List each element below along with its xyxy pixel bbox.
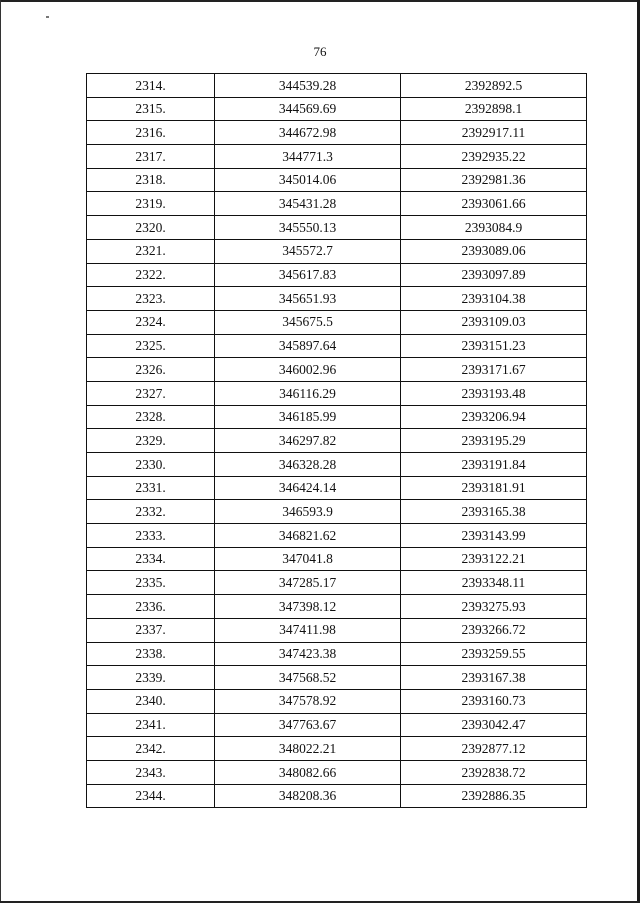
y-coordinate-cell: 2393167.38 — [401, 666, 587, 690]
x-coordinate-cell: 347578.92 — [215, 689, 401, 713]
table-row — [87, 287, 587, 311]
table-row — [87, 666, 587, 690]
y-coordinate-cell: 2393143.99 — [401, 524, 587, 548]
x-coordinate-cell: 346424.14 — [215, 476, 401, 500]
table-row — [87, 145, 587, 169]
table-row — [87, 453, 587, 477]
table-row — [87, 595, 587, 619]
table-row — [87, 310, 587, 334]
point-number-cell: 2339. — [87, 666, 215, 690]
coordinates-table — [86, 73, 587, 808]
table-row — [87, 571, 587, 595]
y-coordinate-cell: 2393193.48 — [401, 381, 587, 405]
table-row — [87, 216, 587, 240]
y-coordinate-cell: 2393122.21 — [401, 547, 587, 571]
y-coordinate-cell: 2393109.03 — [401, 310, 587, 334]
table-row — [87, 239, 587, 263]
point-number-cell: 2337. — [87, 618, 215, 642]
x-coordinate-cell: 344672.98 — [215, 121, 401, 145]
x-coordinate-cell: 345897.64 — [215, 334, 401, 358]
table-row — [87, 500, 587, 524]
y-coordinate-cell: 2393061.66 — [401, 192, 587, 216]
x-coordinate-cell: 347568.52 — [215, 666, 401, 690]
point-number-cell: 2335. — [87, 571, 215, 595]
scan-edge-top — [0, 0, 640, 2]
table-row — [87, 168, 587, 192]
y-coordinate-cell: 2392892.5 — [401, 74, 587, 98]
x-coordinate-cell: 346593.9 — [215, 500, 401, 524]
point-number-cell: 2320. — [87, 216, 215, 240]
table-row — [87, 524, 587, 548]
page-number: 76 — [313, 44, 327, 59]
x-coordinate-cell: 344569.69 — [215, 97, 401, 121]
y-coordinate-cell: 2393165.38 — [401, 500, 587, 524]
x-coordinate-cell: 347285.17 — [215, 571, 401, 595]
table-row — [87, 405, 587, 429]
x-coordinate-cell: 347398.12 — [215, 595, 401, 619]
point-number-cell: 2325. — [87, 334, 215, 358]
table-row — [87, 97, 587, 121]
x-coordinate-cell: 347041.8 — [215, 547, 401, 571]
table-body — [87, 74, 587, 808]
y-coordinate-cell: 2393089.06 — [401, 239, 587, 263]
x-coordinate-cell: 345675.5 — [215, 310, 401, 334]
y-coordinate-cell: 2393171.67 — [401, 358, 587, 382]
table-row — [87, 476, 587, 500]
x-coordinate-cell: 346116.29 — [215, 381, 401, 405]
table-row — [87, 737, 587, 761]
x-coordinate-cell: 345572.7 — [215, 239, 401, 263]
table-row — [87, 358, 587, 382]
y-coordinate-cell: 2393191.84 — [401, 453, 587, 477]
x-coordinate-cell: 344771.3 — [215, 145, 401, 169]
x-coordinate-cell: 345651.93 — [215, 287, 401, 311]
scan-speck — [46, 16, 49, 18]
point-number-cell: 2327. — [87, 381, 215, 405]
table-row — [87, 263, 587, 287]
y-coordinate-cell: 2392838.72 — [401, 760, 587, 784]
table-row — [87, 334, 587, 358]
y-coordinate-cell: 2392886.35 — [401, 784, 587, 808]
x-coordinate-cell: 346821.62 — [215, 524, 401, 548]
x-coordinate-cell: 346328.28 — [215, 453, 401, 477]
point-number-cell: 2338. — [87, 642, 215, 666]
y-coordinate-cell: 2393259.55 — [401, 642, 587, 666]
table-row — [87, 381, 587, 405]
y-coordinate-cell: 2393275.93 — [401, 595, 587, 619]
y-coordinate-cell: 2393348.11 — [401, 571, 587, 595]
x-coordinate-cell: 345617.83 — [215, 263, 401, 287]
point-number-cell: 2333. — [87, 524, 215, 548]
y-coordinate-cell: 2393097.89 — [401, 263, 587, 287]
x-coordinate-cell: 345550.13 — [215, 216, 401, 240]
table-row — [87, 713, 587, 737]
y-coordinate-cell: 2393206.94 — [401, 405, 587, 429]
x-coordinate-cell: 345431.28 — [215, 192, 401, 216]
y-coordinate-cell: 2393084.9 — [401, 216, 587, 240]
point-number-cell: 2324. — [87, 310, 215, 334]
table-row — [87, 642, 587, 666]
x-coordinate-cell: 344539.28 — [215, 74, 401, 98]
table-row — [87, 121, 587, 145]
table-row — [87, 784, 587, 808]
x-coordinate-cell: 348208.36 — [215, 784, 401, 808]
point-number-cell: 2322. — [87, 263, 215, 287]
point-number-cell: 2329. — [87, 429, 215, 453]
y-coordinate-cell: 2393151.23 — [401, 334, 587, 358]
point-number-cell: 2330. — [87, 453, 215, 477]
y-coordinate-cell: 2393104.38 — [401, 287, 587, 311]
point-number-cell: 2317. — [87, 145, 215, 169]
table-row — [87, 689, 587, 713]
table-row — [87, 74, 587, 98]
table-row — [87, 192, 587, 216]
point-number-cell: 2316. — [87, 121, 215, 145]
x-coordinate-cell: 346185.99 — [215, 405, 401, 429]
y-coordinate-cell: 2393042.47 — [401, 713, 587, 737]
point-number-cell: 2336. — [87, 595, 215, 619]
table-row — [87, 618, 587, 642]
y-coordinate-cell: 2393266.72 — [401, 618, 587, 642]
y-coordinate-cell: 2393181.91 — [401, 476, 587, 500]
x-coordinate-cell: 345014.06 — [215, 168, 401, 192]
point-number-cell: 2340. — [87, 689, 215, 713]
x-coordinate-cell: 347423.38 — [215, 642, 401, 666]
x-coordinate-cell: 346002.96 — [215, 358, 401, 382]
point-number-cell: 2332. — [87, 500, 215, 524]
y-coordinate-cell: 2392981.36 — [401, 168, 587, 192]
point-number-cell: 2315. — [87, 97, 215, 121]
point-number-cell: 2344. — [87, 784, 215, 808]
y-coordinate-cell: 2393160.73 — [401, 689, 587, 713]
y-coordinate-cell: 2392935.22 — [401, 145, 587, 169]
point-number-cell: 2314. — [87, 74, 215, 98]
point-number-cell: 2328. — [87, 405, 215, 429]
point-number-cell: 2321. — [87, 239, 215, 263]
x-coordinate-cell: 348082.66 — [215, 760, 401, 784]
y-coordinate-cell: 2393195.29 — [401, 429, 587, 453]
y-coordinate-cell: 2392917.11 — [401, 121, 587, 145]
point-number-cell: 2334. — [87, 547, 215, 571]
x-coordinate-cell: 346297.82 — [215, 429, 401, 453]
point-number-cell: 2331. — [87, 476, 215, 500]
y-coordinate-cell: 2392877.12 — [401, 737, 587, 761]
table-row — [87, 547, 587, 571]
x-coordinate-cell: 347763.67 — [215, 713, 401, 737]
x-coordinate-cell: 347411.98 — [215, 618, 401, 642]
point-number-cell: 2326. — [87, 358, 215, 382]
point-number-cell: 2319. — [87, 192, 215, 216]
y-coordinate-cell: 2392898.1 — [401, 97, 587, 121]
point-number-cell: 2343. — [87, 760, 215, 784]
x-coordinate-cell: 348022.21 — [215, 737, 401, 761]
point-number-cell: 2323. — [87, 287, 215, 311]
table-row — [87, 429, 587, 453]
table-row — [87, 760, 587, 784]
point-number-cell: 2342. — [87, 737, 215, 761]
scan-edge-left — [0, 0, 1, 903]
point-number-cell: 2318. — [87, 168, 215, 192]
point-number-cell: 2341. — [87, 713, 215, 737]
